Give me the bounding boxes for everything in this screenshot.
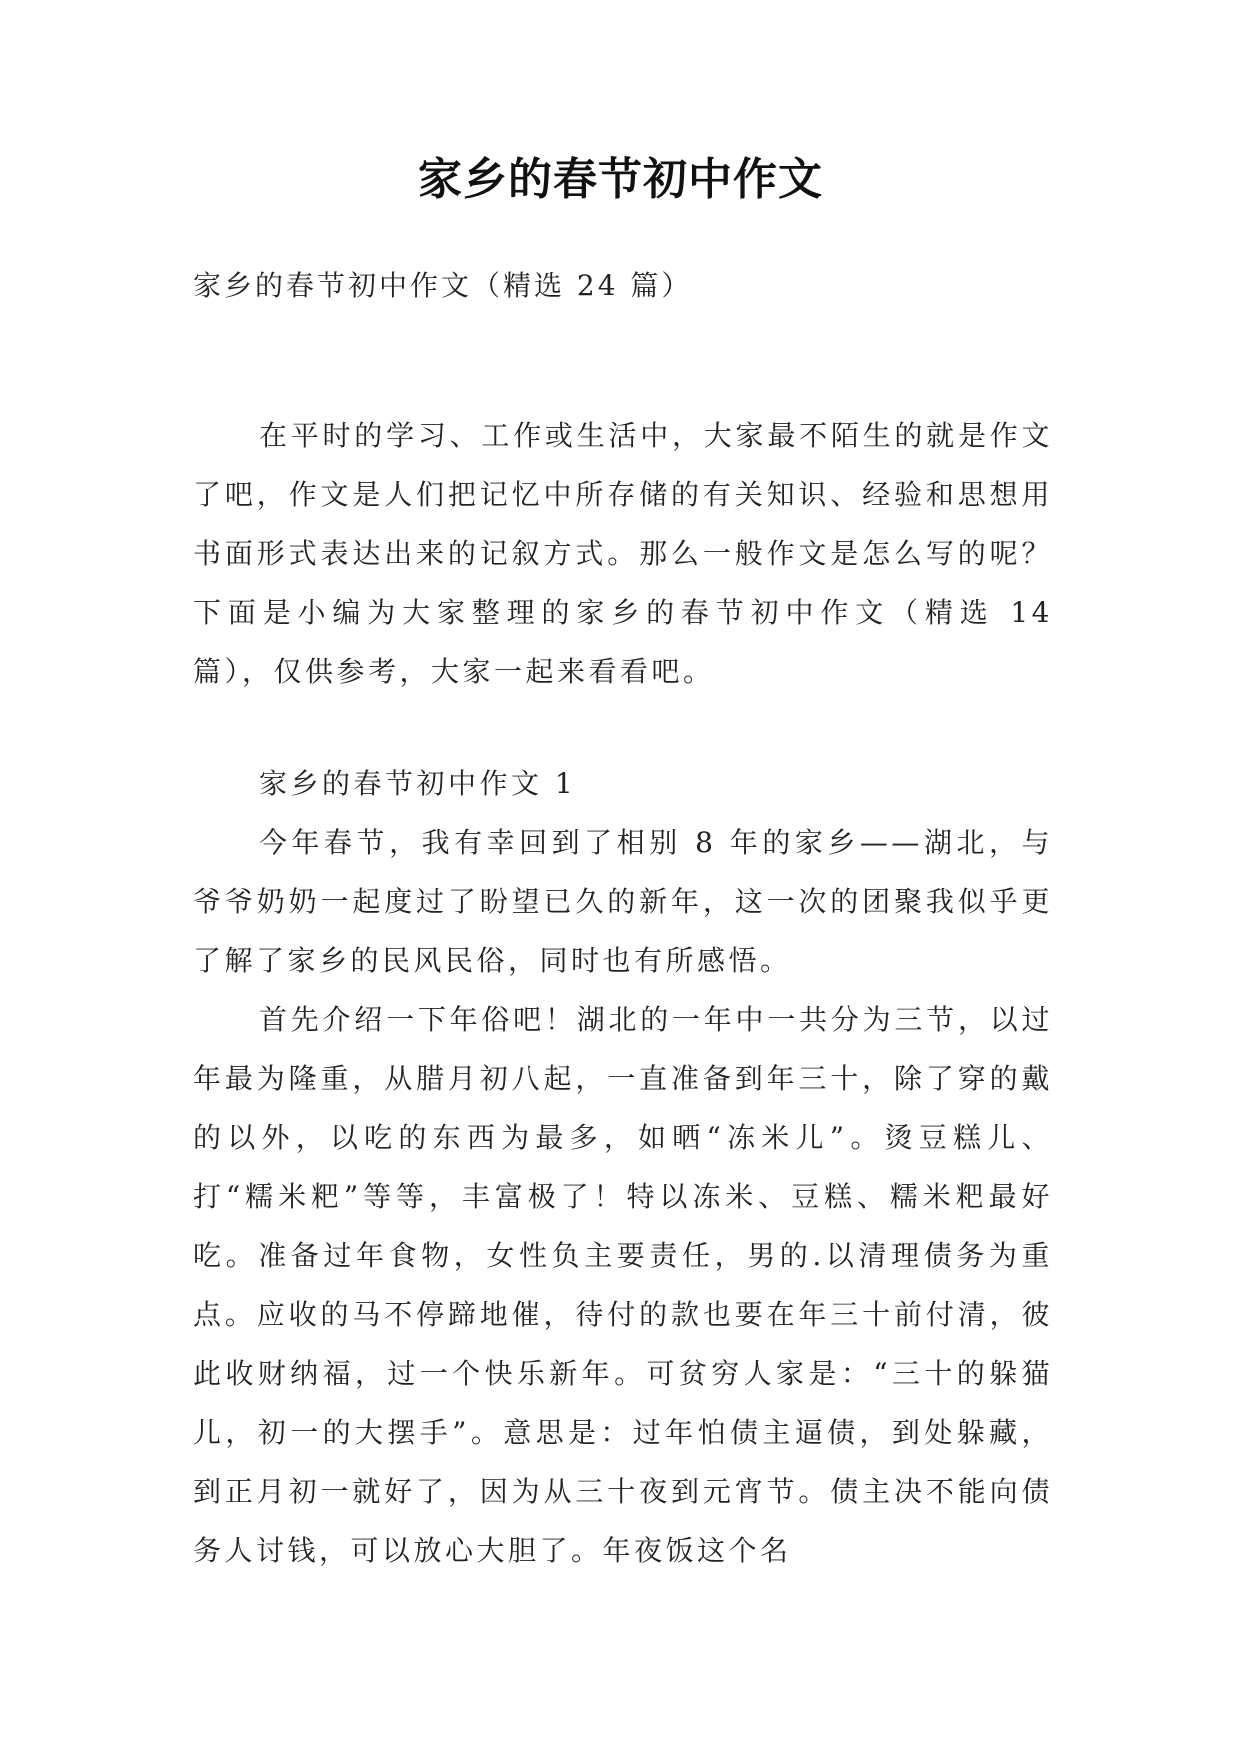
intro-paragraph: 在平时的学习、工作或生活中，大家最不陌生的就是作文了吧，作文是人们把记忆中所存储的有关知识、经验和思想用书面形式表达出来的记叙方式。那么一般作文是怎么写的呢？下面是小编为大家整理的家乡的春节初中作文（精选 14 篇），仅供参考，大家一起来看看吧。 (193, 419, 1053, 688)
essay-section (193, 754, 1053, 1580)
essay-paragraph: 首先介绍一下年俗吧！湖北的一年中一共分为三节，以过年最为隆重，从腊月初八起，一直准备到年三十，除了穿的戴的以外，以吃的东西为最多，如晒“冻米儿”。烫豆糕儿、打“糯米粑”等等，丰富极了！特以冻米、豆糕、糯米粑最好吃。准备过年食物，女性负主要责任，男的.以清理债务为重点。应收的马不停蹄地催，待付的款也要在年三十前付清，彼此收财纳福，过一个快乐新年。可贫穷人家是：“三十的躲猫儿，初一的大摆手”。意思是：过年怕债主逼债，到处躲藏，到正月初一就好了，因为从三十夜到元宵节。债主决不能向债务人讨钱，可以放心大胆了。年夜饭这个名 (193, 1003, 1053, 1567)
document-subtitle: 家乡的春节初中作文（精选 24 篇） (193, 269, 693, 302)
essay-heading: 家乡的春节初中作文 1 (259, 767, 577, 800)
essay-paragraph: 今年春节，我有幸回到了相别 8 年的家乡——湖北，与爷爷奶奶一起度过了盼望已久的新年，这一次的团聚我似乎更了解了家乡的民风民俗，同时也有所感悟。 (193, 826, 1053, 977)
intro-section (193, 406, 1053, 701)
document-title: 家乡的春节初中作文 (418, 154, 823, 205)
